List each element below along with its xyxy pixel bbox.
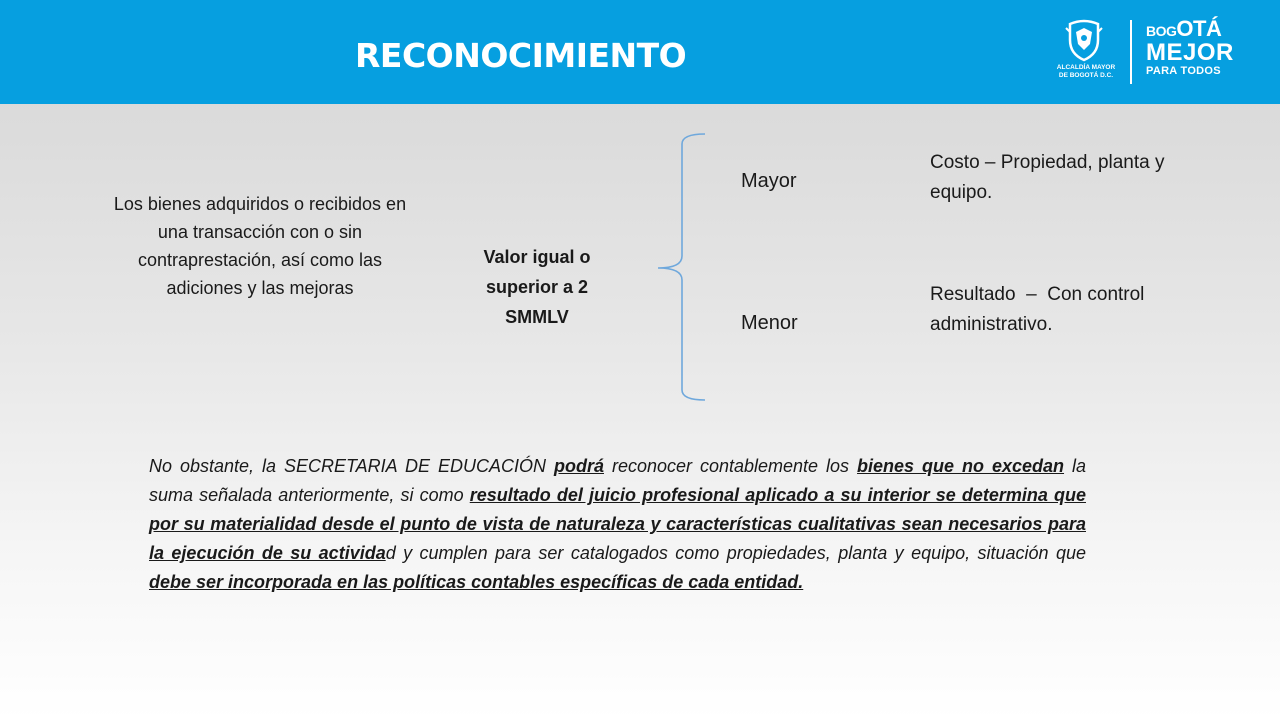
header-bar bbox=[0, 0, 1280, 104]
curly-brace bbox=[654, 130, 714, 406]
logo-divider bbox=[1130, 20, 1132, 84]
result-menor: Resultado – Con control administrativo. bbox=[930, 284, 1150, 335]
bogota-mejor-logo: BOGOTÁ MEJOR PARA TODOS bbox=[1146, 16, 1234, 77]
page-title: RECONOCIMIENTO bbox=[355, 36, 687, 75]
result-mayor: Costo – Propiedad, planta y equipo. bbox=[930, 152, 1165, 203]
crest-caption: ALCALDÍA MAYOR DE BOGOTÁ D.C. bbox=[1056, 64, 1116, 79]
subject-text: Los bienes adquiridos o recibidos en una transacción con o sin contraprestación, así como las adiciones y las mejoras bbox=[113, 194, 407, 298]
note-paragraph: No obstante, la SECRETARIA DE EDUCACIÓN podrá reconocer contablemente los bienes que no excedan la suma señalada anteriormente, si como resultado del juicio profesional aplicado a su interior se determina que por su materialidad desde el punto de vista de naturaleza y características cualitativas sean necesarios para la ejecución de su actividad y cumplen para ser catalogados como propiedades, planta y equipo, situación que debe ser incorporada en las políticas contables específicas de cada entidad. bbox=[149, 456, 1087, 592]
option-menor: Menor bbox=[741, 312, 798, 334]
criterion-text: Valor igual o superior a 2 SMMLV bbox=[483, 247, 591, 327]
logo-area bbox=[1050, 16, 1250, 88]
coat-of-arms-icon bbox=[1062, 18, 1106, 62]
option-mayor: Mayor bbox=[741, 170, 797, 192]
